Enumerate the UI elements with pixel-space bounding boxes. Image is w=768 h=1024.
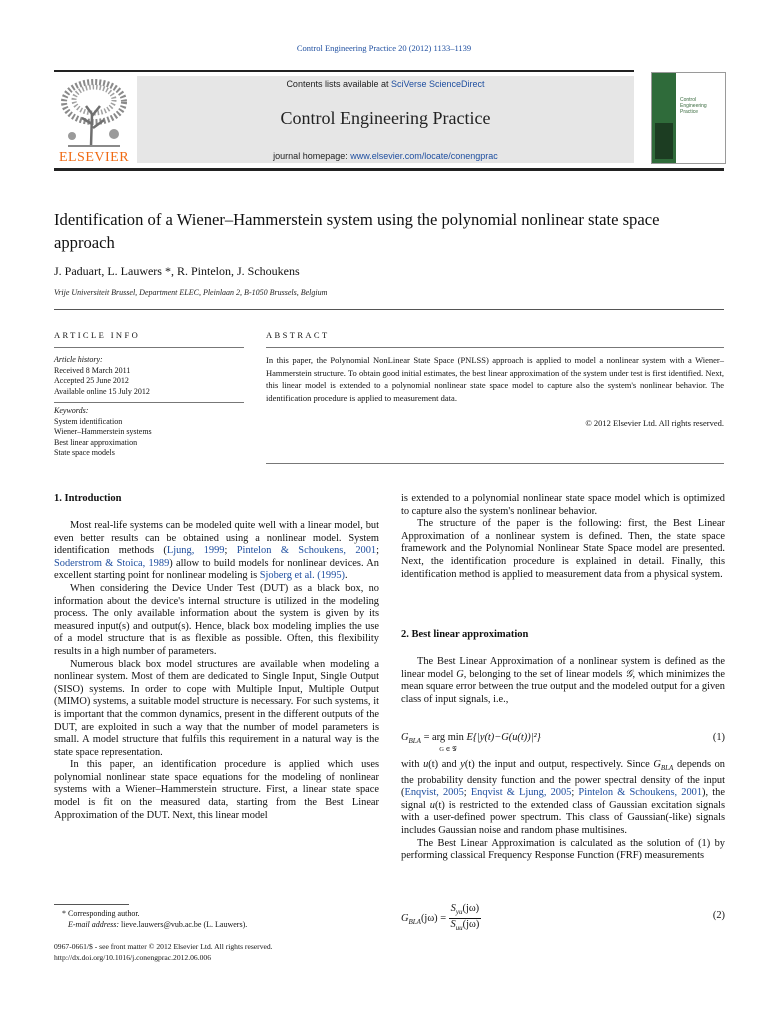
- introduction-body: [54, 520, 379, 822]
- text-run: (t) is restricted to the extended class of Gaussian excitation signals with a user-defined power spectrum. This class of Gaussian(-like) signals includes Gaussian noise and random phase multisines.: [401, 799, 725, 837]
- citation-link[interactable]: Ljung, 1999: [166, 545, 225, 557]
- citation-link[interactable]: Enqvist & Ljung, 2005: [470, 787, 572, 799]
- text-run: The Best Linear Approximation of a nonlinear system is defined as the linear model: [401, 656, 725, 680]
- citation-link[interactable]: Pintelon & Schoukens, 2001: [578, 787, 703, 799]
- history-received: Received 8 March 2011: [54, 365, 131, 375]
- keyword-item: Wiener–Hammerstein systems: [54, 427, 152, 436]
- section-heading-bla: 2. Best linear approximation: [401, 629, 529, 640]
- history-label: Article history:: [54, 355, 103, 364]
- text-run: (t) the input and output, respectively. Since: [464, 759, 654, 770]
- equation-1-body: [401, 732, 541, 754]
- email-address[interactable]: lieve.lauwers@vub.ac.be (L. Lauwers).: [121, 920, 248, 929]
- fraction: [449, 903, 481, 934]
- keyword-item: System identification: [54, 416, 123, 426]
- math-subscript: yu: [455, 908, 463, 917]
- math-subscript: uu: [455, 924, 463, 933]
- paragraph: The Best Linear Approximation is calculated as the solution of (1) by performing classical Frequency Response Function (FRF) measurements: [401, 837, 725, 862]
- citation-link[interactable]: Pintelon & Schoukens, 2001: [236, 545, 377, 557]
- journal-title: Control Engineering Practice: [280, 108, 491, 128]
- argmin-label: arg min: [432, 732, 464, 743]
- text-run: ) allow to build models for nonlinear devices. An excellent starting point for nonlinear modeling is: [54, 557, 379, 582]
- doi-link[interactable]: http://dx.doi.org/10.1016/j.conengprac.2012.06.006: [54, 953, 211, 962]
- article-history: [54, 355, 244, 397]
- math-symbol: u: [429, 799, 435, 811]
- paragraph: [54, 520, 379, 583]
- article-info-heading: ARTICLE INFO: [54, 330, 141, 340]
- math-symbol: G: [401, 732, 409, 743]
- math-expression: (jω): [462, 903, 480, 914]
- header-top-rule: [54, 70, 634, 72]
- math-symbol: S: [450, 919, 456, 931]
- text-run: (t) and: [428, 759, 461, 770]
- text-run: ;: [463, 787, 471, 799]
- sciencedirect-link[interactable]: SciVerse ScienceDirect: [391, 79, 485, 89]
- front-matter-info: [54, 941, 379, 963]
- bla-paragraphs: [401, 759, 725, 863]
- paragraph: Numerous black box model structures are available when modeling a nonlinear system. Most of them are dedicated to Single Input, Single Output (SISO) systems. In order to cope with Multiple Input, Multiple Output (MIMO) systems, a suitable model structure is necessary. For such systems, it is important that the common dynamics, present in the different outputs of the DUT, are exploited in such a way that the number of model parameters is small. A model structure that fulfils this requirement in a natural way is the state space representation.: [54, 658, 379, 758]
- history-accepted: Accepted 25 June 2012: [54, 376, 129, 385]
- corresponding-author-note: * Corresponding author.: [62, 909, 140, 918]
- math-expression: (jω): [462, 919, 480, 931]
- email-label: E-mail address:: [68, 920, 122, 929]
- paragraph: The structure of the paper is the following: first, the Best Linear Approximation of a nonlinear system is defined. Then, the state space framework and the Polynomial Nonlinear State Space model are presented. Next, the identification procedure is explained in detail. Finally, this identification method is applied to measurement data from a physical system.: [401, 518, 725, 580]
- bla-paragraph-1: [401, 656, 725, 706]
- text-run: Most real-life systems can be modeled quite well with a linear model, but even better results can be obtained using a nonlinear model. System identification methods (: [54, 520, 379, 557]
- title-divider: [54, 309, 724, 310]
- author-list: J. Paduart, L. Lauwers *, R. Pintelon, J. Schoukens: [54, 264, 300, 278]
- math-subscript: BLA: [408, 737, 421, 746]
- math-symbol: G: [401, 912, 409, 924]
- equation-2: [401, 903, 725, 933]
- contents-available-line: [137, 79, 634, 89]
- math-expression: E{|y(t)−G(u(t))|²}: [466, 732, 541, 743]
- keyword-item: State space models: [54, 448, 115, 457]
- header-bottom-rule: [54, 168, 724, 171]
- paragraph: is extended to a polynomial nonlinear state space model which is optimized to capture also the system's nonlinear behavior.: [401, 493, 725, 517]
- math-symbol: G: [653, 759, 661, 770]
- history-online: Available online 15 July 2012: [54, 386, 150, 396]
- text-run: .: [344, 570, 348, 582]
- keyword-item: Best linear approximation: [54, 437, 138, 447]
- email-note: [54, 919, 379, 930]
- math-symbol: y: [460, 759, 465, 770]
- paragraph: In this paper, an identification procedure is applied which uses polynomial nonlinear state space equations for the modeling of nonlinear systems with a Wiener–Hammerstein structure. First, a linear state space model is fit on the measured data, starting from the Best Linear Approximation of the DUT. Next, this linear model: [54, 759, 379, 821]
- keywords: [54, 406, 244, 459]
- journal-homepage-link[interactable]: www.elsevier.com/locate/conengprac: [350, 151, 498, 161]
- citation-link[interactable]: Soderstrom & Stoica, 1989: [54, 557, 170, 569]
- article-info-rule: [54, 347, 244, 348]
- abstract-heading: ABSTRACT: [266, 330, 330, 340]
- abstract-rule: [266, 347, 724, 348]
- math-symbol: S: [450, 903, 456, 914]
- affiliation: Vrije Universiteit Brussel, Department ELEC, Pleinlaan 2, B-1050 Brussels, Belgium: [54, 288, 328, 297]
- paragraph: When considering the Device Under Test (DUT) as a black box, no information about the device's internal structure is utilized in the modeling process. The only available information about the system is given by its measured input(s) and output(s). Hence, black box modeling implies the use of a model structure that is as flexible as possible. Often, this flexibility results in a high number of parameters.: [54, 582, 379, 657]
- text-run: ;: [224, 545, 237, 557]
- journal-homepage-line: [137, 151, 634, 161]
- text-run: , which minimizes the mean square error between the true output and the modeled output for a given class of input signals, i.e.,: [401, 668, 725, 705]
- text-run: ;: [376, 545, 379, 557]
- argmin-subscript: G ∈ 𝒢: [439, 746, 457, 753]
- text-run: ;: [571, 787, 579, 799]
- math-symbol: 𝒢: [625, 668, 633, 680]
- keywords-rule: [54, 402, 244, 403]
- text-run: with: [401, 759, 424, 770]
- math-expression: (jω) =: [420, 912, 449, 924]
- equation-number: (1): [712, 732, 725, 743]
- abstract-bottom-rule: [266, 463, 724, 464]
- journal-cover[interactable]: [651, 72, 726, 164]
- equation-number: (2): [712, 910, 725, 921]
- keywords-label: Keywords:: [54, 406, 89, 415]
- argmin-operator: [432, 732, 464, 754]
- paragraph: [401, 759, 725, 838]
- tree-logo-icon: [54, 76, 134, 150]
- journal-citation[interactable]: Control Engineering Practice 20 (2012) 1133–1139: [296, 43, 472, 53]
- footnote-rule: [54, 904, 129, 905]
- equation-2-body: [401, 903, 481, 934]
- fraction-denominator: [449, 919, 481, 934]
- text-run: ), the signal: [401, 787, 725, 811]
- footnote: [54, 908, 379, 930]
- abstract-text: In this paper, the Polynomial NonLinear State Space (PNLSS) approach is applied to model a nonlinear system with a Wiener–Hammerstein structure. To obtain good initial estimates, the best linear approximation of the system under test is first identified. Next, this linear model is extended to a polynomial nonlinear state space model to capture also the system's nonlinear behavior. The identification procedure is applied to measurement data.: [266, 355, 724, 403]
- section-heading-introduction: 1. Introduction: [54, 493, 122, 504]
- math-subscript: BLA: [408, 918, 421, 927]
- elsevier-wordmark: ELSEVIER: [58, 150, 130, 165]
- homepage-prefix: journal homepage:: [273, 151, 351, 161]
- citation-link[interactable]: Enqvist, 2005: [404, 787, 464, 799]
- article-title: Identification of a Wiener–Hammerstein system using the polynomial nonlinear state space approach: [54, 210, 660, 252]
- cover-green-strip: [652, 73, 676, 163]
- math-subscript: BLA: [660, 764, 674, 773]
- equation-1: [401, 726, 725, 756]
- text-run: depends on the probability density function and the power spectral density of the input (: [401, 759, 725, 799]
- cover-strip-shade: [655, 123, 673, 159]
- text-run: , belonging to the set of linear models: [463, 668, 626, 680]
- contents-prefix: Contents lists available at: [286, 79, 391, 89]
- abstract-copyright: © 2012 Elsevier Ltd. All rights reserved.: [585, 418, 724, 428]
- math-symbol: u: [423, 759, 429, 770]
- math-symbol: G: [456, 668, 464, 680]
- introduction-continued: [401, 493, 725, 581]
- paragraph: [401, 656, 725, 706]
- issn-line: 0967-0661/$ - see front matter © 2012 Elsevier Ltd. All rights reserved.: [54, 942, 273, 951]
- cover-title: Control Engineering Practice: [680, 97, 707, 115]
- citation-link[interactable]: Sjoberg et al. (1995): [259, 570, 345, 582]
- fraction-numerator: [449, 903, 481, 919]
- math-operator: =: [420, 732, 433, 743]
